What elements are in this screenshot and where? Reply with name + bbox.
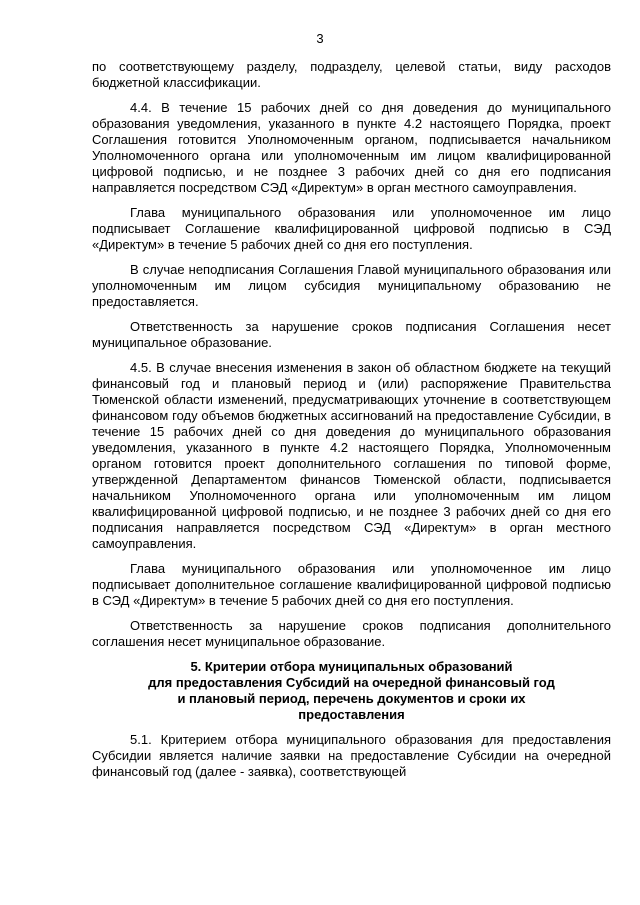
section-heading-line: 5. Критерии отбора муниципальных образований (190, 659, 513, 674)
paragraph-non-signing: В случае неподписания Соглашения Главой муниципального образования или уполномоченным им лицом субсидия муниципальному образованию не предоставляется. (92, 262, 611, 309)
paragraph-responsibility-additional: Ответственность за нарушение сроков подписания дополнительного соглашения несет муниципальное образование. (92, 618, 611, 649)
paragraph-signing-agreement: Глава муниципального образования или уполномоченное им лицо подписывает Соглашение квалифицированной цифровой подписью в СЭД «Директум» в течение 5 рабочих дней со дня его поступления. (92, 205, 611, 252)
paragraph-continuation: по соответствующему разделу, подразделу, целевой статьи, виду расходов бюджетной классификации. (92, 59, 611, 90)
paragraph-5-1: 5.1. Критерием отбора муниципального образования для предоставления Субсидии является наличие заявки на предоставление Субсидии на очередной финансовый год (далее - заявка), соответствующей (92, 732, 611, 779)
paragraph-4-4: 4.4. В течение 15 рабочих дней со дня доведения до муниципального образования уведомления, указанного в пункте 4.2 настоящего Порядка, проект Соглашения готовится Уполномоченным органом, подписывается начальником Уполномоченного органа или уполномоченным им лицом квалифицированной цифровой подписью, и не позднее 3 рабочих дней со дня его подписания направляется посредством СЭД «Директум» в орган местного самоуправления. (92, 100, 611, 195)
paragraph-responsibility: Ответственность за нарушение сроков подписания Соглашения несет муниципальное образование. (92, 319, 611, 350)
section-heading-line: для предоставления Субсидий на очередной финансовый год (148, 675, 555, 690)
document-body (92, 59, 611, 789)
section-heading-line: предоставления (298, 707, 405, 722)
section-heading-line: и плановый период, перечень документов и сроки их (177, 691, 526, 706)
section-5-heading (92, 659, 611, 723)
page-number: 3 (316, 31, 324, 46)
paragraph-4-5: 4.5. В случае внесения изменения в закон об областном бюджете на текущий финансовый год и плановый период и (или) распоряжение Правительства Тюменской области изменений, предусматривающих уточнение в соответствующем финансовом году объемов бюджетных ассигнований на предоставление Субсидии, в течение 15 рабочих дней со дня доведения до муниципального образования уведомления, указанного в пункте 4.2 настоящего Порядка, Уполномоченным органом готовится проект дополнительного соглашения по типовой форме, утвержденной Департаментом финансов Тюменской области, подписывается начальником Уполномоченного органа или уполномоченным им лицом квалифицированной цифровой подписью, и не позднее 3 рабочих дней со дня его подписания направляется посредством СЭД «Директум» в орган местного самоуправления. (92, 360, 611, 551)
paragraph-signing-additional-agreement: Глава муниципального образования или уполномоченное им лицо подписывает дополнительное соглашение квалифицированной цифровой подписью в СЭД «Директум» в течение 5 рабочих дней со дня его поступления. (92, 561, 611, 608)
